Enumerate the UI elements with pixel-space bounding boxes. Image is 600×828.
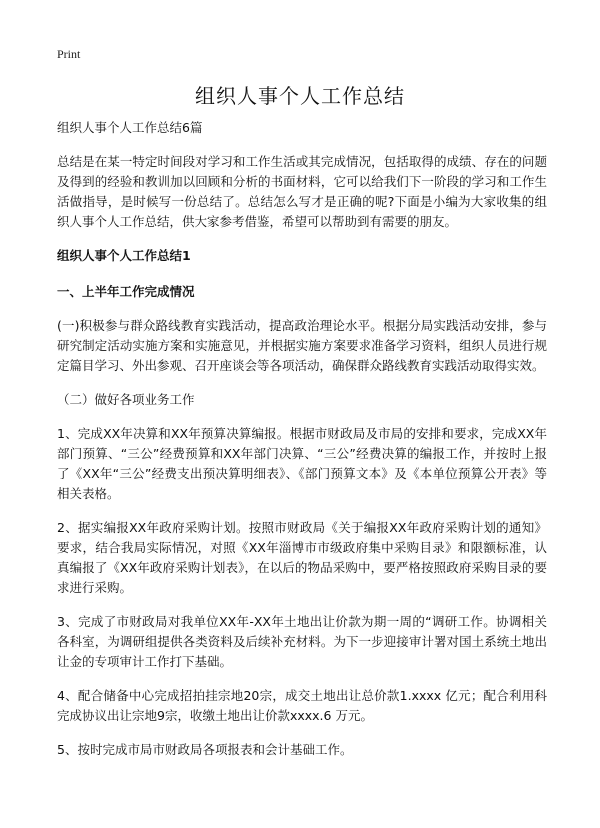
document-body <box>57 118 547 774</box>
part-heading: 一、上半年工作完成情况 <box>57 284 195 299</box>
item-paragraph: (一)积极参与群众路线教育实践活动，提高政治理论水平。根据分局实践活动安排，参与研究制定活动实施方案和实施意见，并根据实施方案要求准备学习资料，组织人员进行规定篇目学习、外出参观、召开座谈会等各项活动，确保群众路线教育实践活动取得实效。 <box>57 318 547 373</box>
point-paragraph: 2、据实编报XX年政府采购计划。按照市财政局《关于编报XX年政府采购计划的通知》要求，结合我局实际情况，对照《XX年淄博市市级政府集中采购目录》和限额标准，认真编报了《XX年政府采购计划表》，在以后的物品采购中，要严格按照政府采购目录的要求进行采购。 <box>57 520 547 595</box>
point-paragraph: 4、配合储备中心完成招拍挂宗地20宗，成交土地出让总价款1.xxxx 亿元；配合利用科完成协议出让宗地9宗，收缴土地出让价款xxxx.6 万元。 <box>57 688 547 723</box>
intro-paragraph: 总结是在某一特定时间段对学习和工作生活或其完成情况，包括取得的成绩、存在的问题及得到的经验和教训加以回顾和分析的书面材料，它可以给我们下一阶段的学习和工作生活做指导，是时候写一份总结了。总结怎么写才是正确的呢?下面是小编为大家收集的组织人事个人工作总结，供大家参考借鉴，希望可以帮助到有需要的朋友。 <box>57 154 547 229</box>
page-title: 组织人事个人工作总结 <box>195 84 405 108</box>
point-paragraph: 5、按时完成市局市财政局各项报表和会计基础工作。 <box>57 742 353 757</box>
point-paragraph: 1、完成XX年决算和XX年预算决算编报。根据市财政局及市局的安排和要求，完成XX年部门预算、“三公”经费预算和XX年部门决算、“三公”经费决算的编报工作，并按时上报了《XX年“三公”经费支出预决算明细表》、《部门预算文本》及《本单位预算公开表》等相关表格。 <box>57 426 547 501</box>
item-paragraph: （二）做好各项业务工作 <box>57 392 195 407</box>
document-subtitle: 组织人事个人工作总结6篇 <box>57 120 203 135</box>
point-paragraph: 3、完成了市财政局对我单位XX年-XX年土地出让价款为期一周的“调研工作。协调相关各科室，为调研组提供各类资料及后续补充材料。为下一步迎接审计署对国土系统土地出让金的专项审计工作打下基础。 <box>57 614 547 669</box>
print-link[interactable]: Print <box>57 47 81 61</box>
section-title: 组织人事个人工作总结1 <box>57 248 191 263</box>
